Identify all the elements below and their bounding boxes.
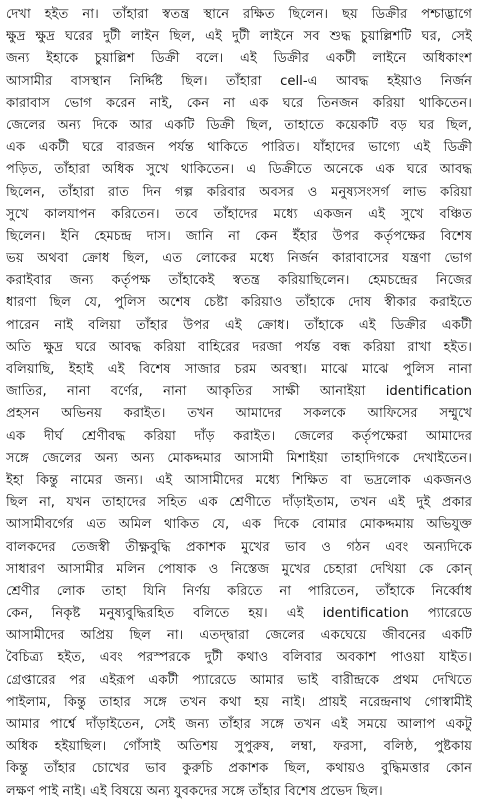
text-line: করাইবার জন্য কর্তৃপক্ষ তাঁহাকেই স্বতন্ত্র করিয়াছিলেন। হেমচন্দ্রের নিজের (6, 273, 472, 289)
text-line: অতি ক্ষুদ্র ঘরে আবদ্ধ করিয়া বাহিরের দরজা পর্যন্ত বন্ধ করিয়া রাখা হইত। (6, 339, 472, 355)
text-line: সাধারণ আসামীর মলিন পোষাক ও নিস্তেজ মুখের চেহারা দেখিয়া কে কোন্ (6, 561, 472, 577)
text-line: ছিলেন, তাঁহারা রাত দিন গল্প করিবার অবসর ও মনুষ্যসংসর্গ লাভ করিয়া (6, 184, 472, 200)
text-line: শ্রেণীর লোক তাহা যিনি নির্ণয় করিতে না পারিতেন, তাঁহাকে নির্ব্বোধ (6, 583, 472, 599)
text-line: পাইলাম, কিন্তু তাহার সঙ্গে তখন কথা হয় নাই। প্রায়ই নরেন্দ্রনাথ গোস্বামীই (6, 694, 472, 710)
text-line: ইহা কিন্তু নামের জন্য। এই আসামীদের মধ্যে শিক্ষিত বা ভদ্রলোক একজনও (6, 472, 472, 488)
text-line: অধিক হইয়াছিল। গোঁসাই অতিশয় সুপুরুষ, লম্বা, ফরসা, বলিষ্ঠ, পুষ্টকায় (6, 739, 472, 755)
text-line: বালকদের তেজস্বী তীক্ষ্ণবুদ্ধি প্রকাশক মুখের ভাব ও গঠন এবং অন্যদিকে (6, 539, 472, 555)
text-line: আসামীর বাসস্থান নিৰ্দ্দিষ্ট ছিল। তাঁহারা cell-এ আবদ্ধ হইয়াও নির্জন (6, 73, 472, 89)
text-line: আমার পার্শ্বে দাঁড়াইতেন, সেই জন্য তাঁহার সঙ্গে তখন এই সময়ে আলাপ একটু (6, 717, 472, 732)
body-text (6, 4, 472, 803)
text-line: দেখা হইত না। তাঁহারা স্বতন্ত্র স্থানে রক্ষিত ছিলেন। ছয় ডিক্রীর পশ্চাদ্ভাগে (6, 7, 472, 22)
text-line: পারেন নাই বলিয়া তাঁহার উপর এই ক্রোধ। তাঁহাকে এই ডিক্রীর একটী (6, 317, 472, 333)
text-line: আসামীবর্গের এত অমিল থাকিত যে, এক দিকে বোমার মোকদ্দমায় অভিযুক্ত (6, 517, 472, 533)
text-line: বলিয়াছি, ইহাই এই বিশেষ সাজার চরম অবস্থা। মাঝে মাঝে পুলিস নানা (6, 362, 472, 377)
text-line: কিন্তু তাঁহার চোখের ভাব কুরুচি প্রকাশক ছিল, কথায়ও বুদ্ধিমত্তার কোন (6, 761, 472, 777)
text-line: জাতির, নানা বর্ণের, নানা আকৃতির সাক্ষী আনাইয়া identification (6, 384, 472, 400)
text-line: সঙ্গে জেলের অন্য অন্য মোকদ্দমার আসামী মিশাইয়া তাহাদিগকে দেখাইতেন। (6, 450, 472, 466)
text-line: পড়িত, তাঁহারা অধিক সুখে থাকিতেন। এ ডিক্রীতে অনেকে এক ঘরে আবদ্ধ (6, 162, 472, 178)
text-line: জেলের অন্য দিকে আর একটি ডিক্রী ছিল, তাহাতে কয়েকটি বড় ঘর ছিল, (6, 117, 472, 133)
text-line: প্রহসন অভিনয় করাইত। তখন আমাদের সকলকে আফিসের সম্মুখে (6, 406, 472, 422)
text-line: ভয় অথবা ক্রোধ ছিল, এত লোকের মধ্যে নির্জন কারাবাসের যন্ত্রণা ভোগ (6, 251, 472, 267)
text-line: কারাবাস ভোগ করেন নাই, কেন না এক ঘরে তিনজন করিয়া থাকিতেন। (6, 95, 472, 111)
text-line: এক একটী ঘরে বারজন পর্যন্ত থাকিতে পারিত। যাঁহাদের ভাগ্যে এই ডিক্রী (6, 140, 472, 156)
text-line: গ্রেপ্তারের পর এইরূপ একটী প্যারেডে আমার ভাই বারীন্দ্রকে প্রথম দেখিতে (6, 672, 472, 688)
text-line: লক্ষণ পাই নাই। এই বিষয়ে অন্য যুবকদের সঙ্গে তাঁহার বিশেষ প্রভেদ ছিল। (6, 783, 383, 799)
text-line: ছিলেন। ইনি হেমচন্দ্র দাস। জানি না কেন ইঁহার উপর কর্তৃপক্ষের বিশেষ (6, 228, 472, 244)
text-line: বৈচিত্র্য হইত, এবং পরস্পরকে দুটী কথাও বলিবার অবকাশ পাওয়া যাইত। (6, 650, 472, 666)
text-line: কেন, নিকৃষ্ট মনুষ্যবুদ্ধিরহিত বলিতে হয়। এই identification প্যারেডে (6, 606, 472, 622)
text-line: এক দীর্ঘ শ্রেণীবদ্ধ করিয়া দাঁড় করাইত। জেলের কর্তৃপক্ষেরা আমাদের (6, 428, 472, 444)
text-line: সুখে কালযাপন করিতেন। তবে তাঁহাদের মধ্যে একজন এই সুখে বঞ্চিত (6, 206, 472, 222)
text-line: জন্য ইহাকে চুয়াল্লিশ ডিক্রী বলে। এই ডিক্রীর একটী লাইনে অধিকাংশ (6, 51, 472, 67)
text-line: ধারণা ছিল যে, পুলিস অশেষ চেষ্টা করিয়াও তাঁহাকে দোষ স্বীকার করাইতে (6, 295, 472, 311)
text-line: আসামীদের অপ্রিয় ছিল না। এতদ্দ্বারা জেলের একঘেয়ে জীবনের একটি (6, 628, 472, 644)
text-line: ছিল না, যখন তাহাদের সহিত এক শ্রেণীতে দাঁড়াইতাম, তখন এই দুই প্রকার (6, 495, 472, 511)
text-line: ক্ষুদ্র ক্ষুদ্র ঘরের দুটী লাইন ছিল, এই দুটী লাইনে সব শুদ্ধ চুয়াল্লিশটি ঘর, সেই (6, 29, 472, 45)
